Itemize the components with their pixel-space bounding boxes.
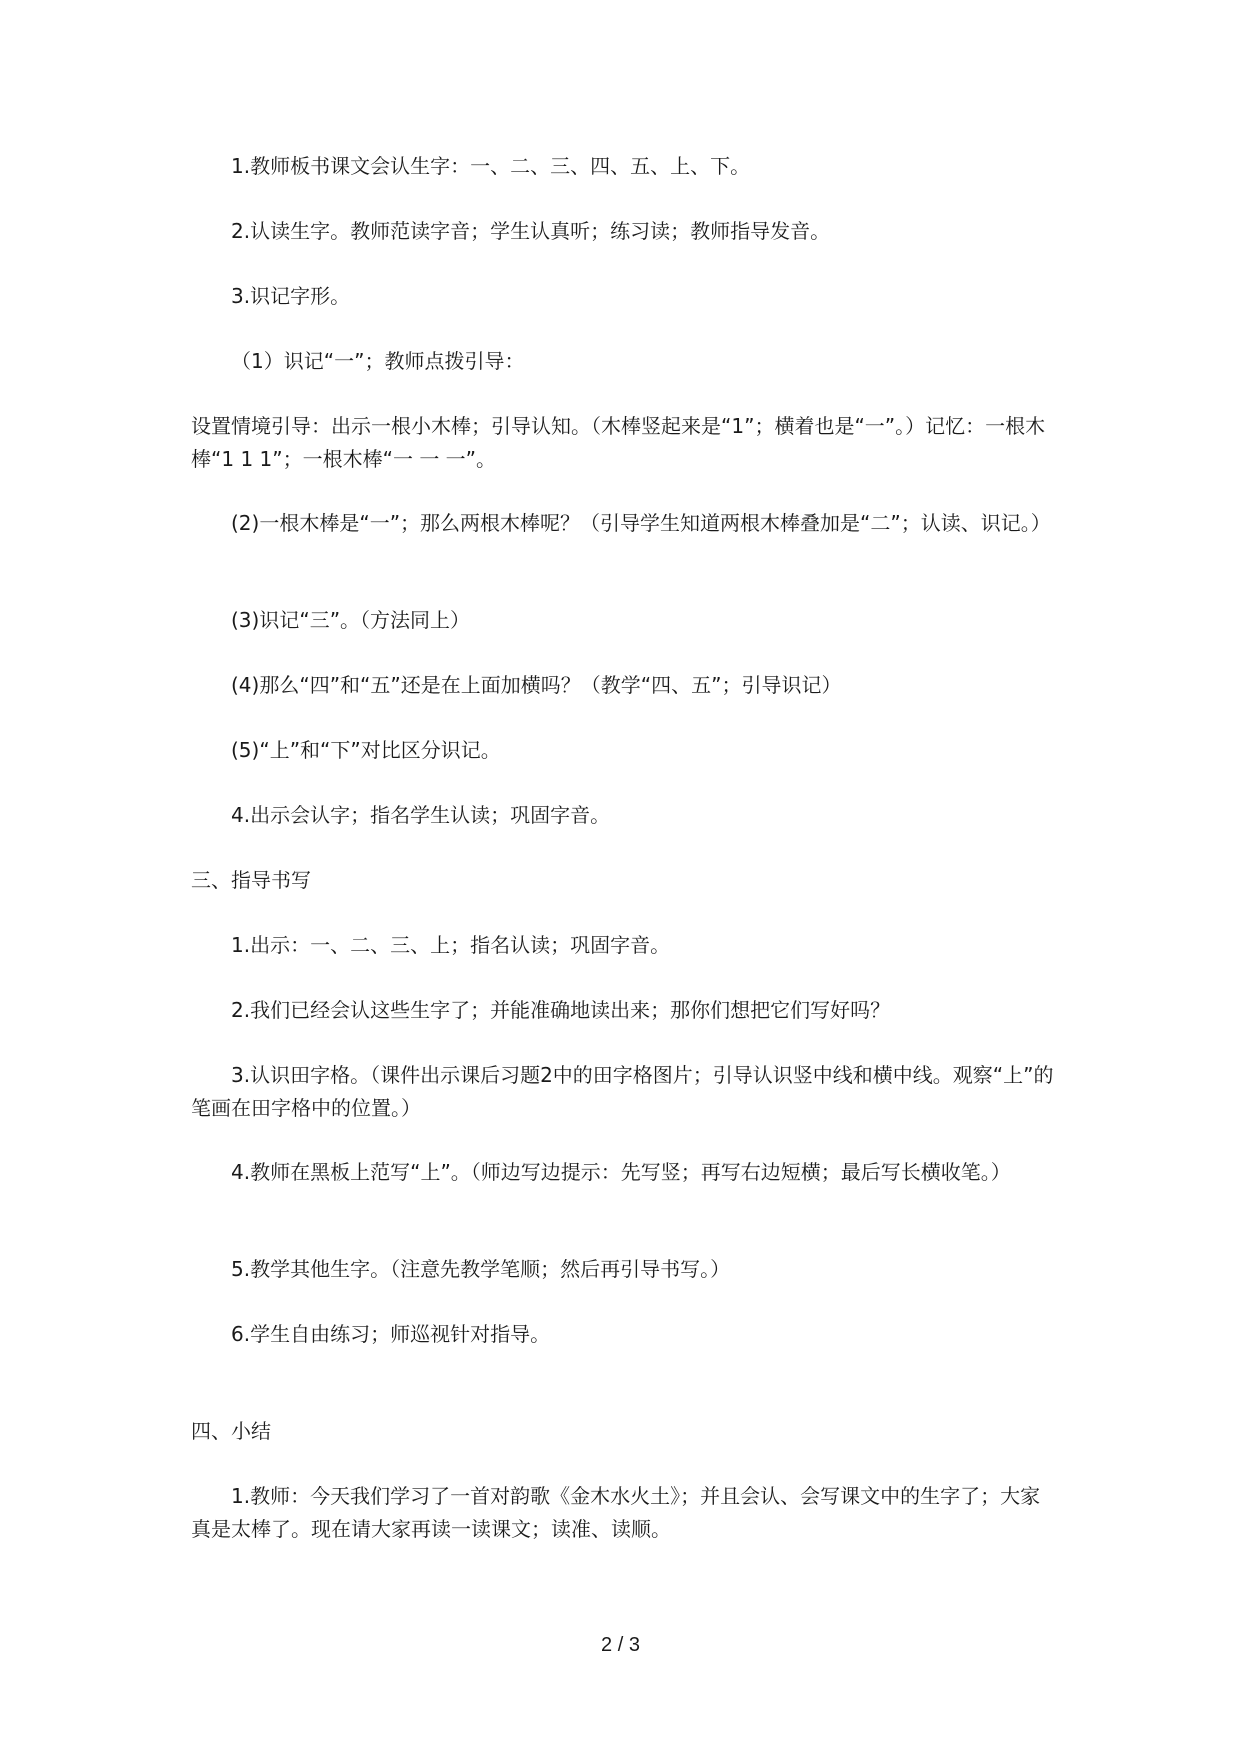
paragraph-12: 1.出示：一、二、三、上；指名认读；巩固字音。 bbox=[231, 933, 671, 957]
paragraph-17: 6.学生自由练习；师巡视针对指导。 bbox=[231, 1322, 551, 1346]
paragraph-10: 4.出示会认字；指名学生认读；巩固字音。 bbox=[231, 803, 611, 827]
paragraph-9: (5)“上”和“下”对比区分识记。 bbox=[231, 738, 501, 762]
paragraph-2: 2.认读生字。教师范读字音；学生认真听；练习读；教师指导发音。 bbox=[231, 219, 831, 243]
paragraph-16: 5.教学其他生字。（注意先教学笔顺；然后再引导书写。） bbox=[231, 1257, 731, 1281]
paragraph-14: 3.认识田字格。（课件出示课后习题2中的田字格图片；引导认识竖中线和横中线。观察“上”的笔画在田字格中的位置。） bbox=[191, 1063, 1054, 1120]
section-heading-writing: 三、指导书写 bbox=[191, 868, 311, 892]
paragraph-7: (3)识记“三”。（方法同上） bbox=[231, 608, 471, 632]
paragraph-1: 1.教师板书课文会认生字：一、二、三、四、五、上、下。 bbox=[231, 154, 751, 178]
paragraph-19: 1.教师：今天我们学习了一首对韵歌《金木水火土》；并且会认、会写课文中的生字了；大家真是太棒了。现在请大家再读一读课文；读准、读顺。 bbox=[191, 1484, 1041, 1541]
section-heading-summary: 四、小结 bbox=[191, 1419, 271, 1443]
page-number: 2 / 3 bbox=[601, 1634, 640, 1656]
paragraph-5: 设置情境引导：出示一根小木棒；引导认知。（木棒竖起来是“1”；横着也是“一”。）记忆：一根木棒“1 1 1”；一根木棒“一 一 一”。 bbox=[191, 414, 1046, 471]
document-page bbox=[191, 0, 1059, 1754]
paragraph-4: （1）识记“一”；教师点拨引导： bbox=[231, 349, 525, 373]
paragraph-8: (4)那么“四”和“五”还是在上面加横吗？（教学“四、五”；引导识记） bbox=[231, 673, 842, 697]
paragraph-15: 4.教师在黑板上范写“上”。（师边写边提示：先写竖；再写右边短横；最后写长横收笔。） bbox=[231, 1160, 1011, 1184]
paragraph-3: 3.识记字形。 bbox=[231, 284, 351, 308]
paragraph-6: (2)一根木棒是“一”；那么两根木棒呢？（引导学生知道两根木棒叠加是“二”；认读、识记。） bbox=[231, 511, 1051, 535]
paragraph-13: 2.我们已经会认这些生字了；并能准确地读出来；那你们想把它们写好吗？ bbox=[231, 998, 891, 1022]
